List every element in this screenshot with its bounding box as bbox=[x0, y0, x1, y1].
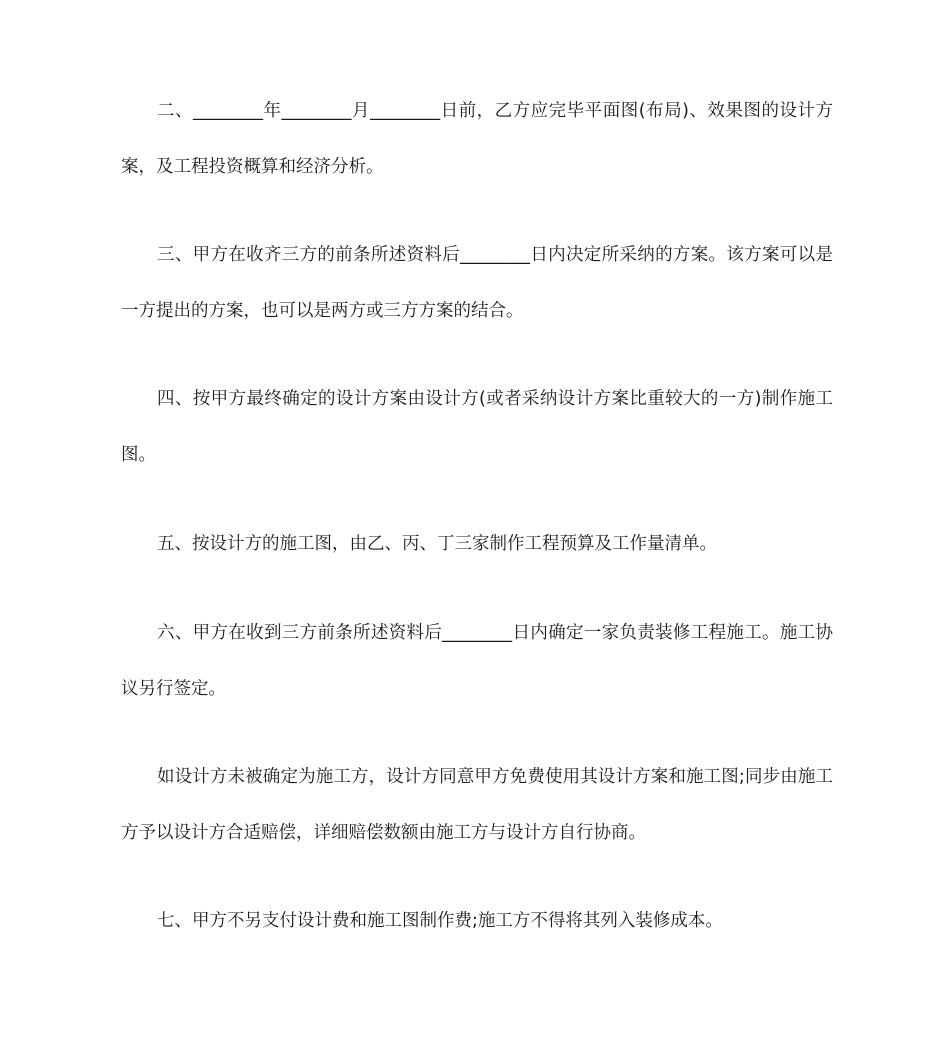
clause-5-paragraph: 五、按设计方的施工图，由乙、丙、丁三家制作工程预算及工作量清单。 bbox=[157, 534, 717, 554]
clause-6-paragraph: 六、甲方在收到三方前条所述资料后________日内确定一家负责装修工程施工。施工协议另行签定。 bbox=[121, 623, 833, 699]
clause-2-paragraph: 二、________年________月________日前，乙方应完毕平面图(布局)、效果图的设计方案，及工程投资概算和经济分析。 bbox=[121, 101, 833, 177]
clause-3-paragraph: 三、甲方在收齐三方的前条所述资料后________日内决定所采纳的方案。该方案可以是一方提出的方案，也可以是两方或三方方案的结合。 bbox=[121, 245, 833, 321]
clause-4-paragraph: 四、按甲方最终确定的设计方案由设计方(或者采纳设计方案比重较大的一方)制作施工图。 bbox=[121, 389, 833, 465]
clause-6-supplement-paragraph: 如设计方未被确定为施工方，设计方同意甲方免费使用其设计方案和施工图;同步由施工方予以设计方合适赔偿，详细赔偿数额由施工方与设计方自行协商。 bbox=[121, 767, 833, 843]
clause-7-paragraph: 七、甲方不另支付设计费和施工图制作费;施工方不得将其列入装修成本。 bbox=[157, 911, 723, 931]
